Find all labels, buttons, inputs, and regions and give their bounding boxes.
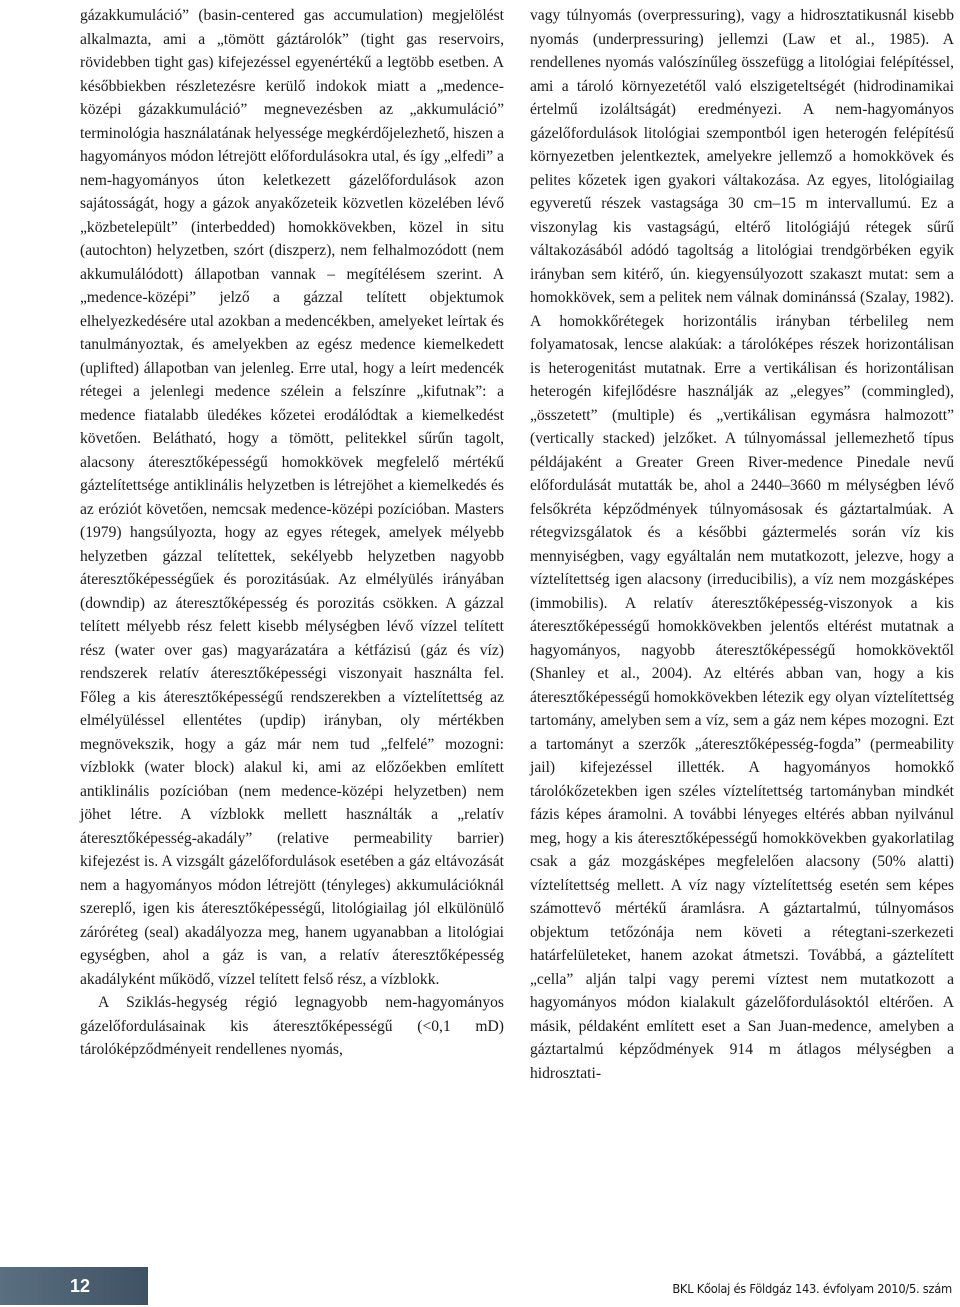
text-column-right bbox=[530, 4, 954, 1085]
page-number: 12 bbox=[0, 1267, 148, 1305]
paragraph: A Sziklás-hegység régió legnagyobb nem-hagyományos gázelőfordulásainak kis áteresztőképességű (<0,1 mD) tárolóképződményeit rendellenes nyomás, bbox=[80, 994, 504, 1058]
journal-footer: BKL Kőolaj és Földgáz 143. évfolyam 2010/5. szám bbox=[672, 1281, 952, 1296]
paragraph: gázakkumuláció” (basin-centered gas accumulation) megjelölést alkalmazta, ami a „tömött gáztárolók” (tight gas reservoirs, rövidebben tight gas) kifejezéssel egyenértékű a legtöbb esetben. A későbbiekben részletezésre kerülő indokok miatt a „medence-középi gázakkumuláció” megnevezésben az „akkumuláció” terminológia használatának helyessége megkérdőjelezhető, hiszen a hagyományos módon létrejött előfordulásokra utal, és így „elfedi” a nem-hagyományos úton keletkezett gázelőfordulások azon sajátosságát, hogy a gázok anyakőzeteik közvetlen közelében lévő „közbetelepült” (interbedded) homokkövekben, közel in situ (autochton) helyzetben, szórt (diszperz), nem felhalmozódott (nem akkumulálódott) állapotban vannak – megítélésem szerint. A „medence-középi” jelző a gázzal telített objektumok elhelyezkedésére utal azokban a medencékben, amelyeket leírtak és tanulmányoztak, és amelyekben az egész medence kiemelkedett (uplifted) állapotban van jelenleg. Erre utal, hogy a leírt medencék rétegei a jelenlegi medence szélein a felszínre „kifutnak”: a medence fiatalabb üledékes kőzetei erodálódtak a kiemelkedést követően. Belátható, hogy a tömött, pelitekkel sűrűn tagolt, alacsony áteresztőképességű homokkövek megfelelő mértékű gáztelítettsége antiklinális helyzetben is létrejöhet a kiemelkedés és az eróziót követően, nemcsak medence-középi pozícióban. Masters (1979) hangsúlyozta, hogy az egyes rétegek, amelyek mélyebb helyzetben gázzal telítettek, sekélyebb helyzetben nagyobb áteresztőképességűek és porozitásúak. Az elmélyülés irányában (downdip) az áteresztőképesség és porozitás csökken. A gázzal telített mélyebb rész felett kisebb mélységben lévő vízzel telített rész (water over gas) magyarázatára a kétfázisú (gáz és víz) rendszerek relatív áteresztőképességi viszonyait használta fel. Főleg a kis áteresztőképességű rendszerekben a víztelítettség az elmélyüléssel ellentétes (updip) irányban, oly mértékben megnövekszik, hogy a gáz már nem tud „felfelé” mozogni: vízblokk (water block) alakul ki, ami az előzőekben említett antiklinális pozícióban (nem medence-középi helyzetben) nem jöhet létre. A vízblokk mellett használták a „relatív áteresztőképesség-akadály” (relative permeability barrier) kifejezést is. A vizsgált gázelőfordulások esetében a gáz eltávozását nem a hagyományos módon létrejött (tényleges) akkumulációknál szereplő, igen kis áteresztőképességű, litológiailag jól elkülönülő záróréteg (seal) akadályozza meg, hanem ugyanabban a litológiai egységben, ahol a gáz is van, a relatív áteresztőképesség akadályként működő, vízzel telített felső rész, a vízblokk. bbox=[80, 7, 504, 988]
text-column-left bbox=[80, 4, 504, 1062]
paragraph: vagy túlnyomás (overpressuring), vagy a hidrosztatikusnál kisebb nyomás (underpressuring) jellemzi (Law et al., 1985). A rendellenes nyomás valószínűleg összefügg a litológiai felépítéssel, ami a tároló környezetétől való elszigeteltségét (hidrodinamikai értelmű izoláltságát) eredményezi. A nem-hagyományos gázelőfordulások litológiai szempontból igen heterogén felépítésű környezetben jelentkeztek, amelyekre jellemző a homokkövek és pelites kőzetek igen gyakori váltakozása. Az egyes, litológiailag egyveretű részek vastagsága 30 cm–15 m intervallumú. Ez a viszonylag kis vastagságú, eltérő litológiájú rétegek sűrű váltakozásából adódó tagoltság a litológiai trendgörbéken egyik irányban sem kitérő, ún. kiegyensúlyozott szakaszt mutat: sem a homokkövek, sem a pelitek nem válnak dominánssá (Szalay, 1982). A homokkőrétegek horizontális irányban térbelileg nem folyamatosak, lencse alakúak: a tárolóképes részek horizontálisan is heterogenitást mutatnak. Erre a vertikálisan és horizontálisan heterogén kifejlődésre használják az „elegyes” (commingled), „összetett” (multiple) és „vertikálisan egymásra halmozott” (vertically stacked) jelzőket. A túlnyomással jellemezhető típus példájaként a Greater Green River-medence Pinedale nevű előfordulását mutatták be, ahol a 2440–3660 m mélységben lévő felsőkréta képződmények túlnyomásosak és gáztartalmúak. A rétegvizsgálatok és a későbbi gáztermelés során víz kis mennyiségben, vagy egyáltalán nem mutatkozott, jelezve, hogy a víztelítettség igen alacsony (irreducibilis), a víz nem mozgásképes (immobilis). A relatív áteresztőképesség-viszonyok a kis áteresztőképességű homokkövekben jelentős eltérést mutatnak a hagyományos, nagyobb áteresztőképességű homokkövektől (Shanley et al., 2004). Az eltérés abban van, hogy a kis áteresztőképességű homokkövekben létezik egy olyan víztelítettség tartomány, amelyben sem a víz, sem a gáz nem képes mozogni. Ezt a tartományt a szerzők „áteresztőképesség-fogda” (permeability jail) kifejezéssel illették. A hagyományos homokkő tárolókőzetekben igen széles víztelítettség tartományban mindkét fázis képes áramolni. A további lényeges eltérés abban nyilvánul meg, hogy a kis áteresztőképességű homokkövekben gyakorlatilag csak a gáz mozgásképes megfelelően alacsony (50% alatti) víztelítettség mellett. A víz nagy víztelítettség esetén sem képes számottevő mértékű áramlásra. A gáztartalmú, túlnyomásos objektum tetőzónája nem követi a rétegtani-szerkezeti határfelületeket, hanem azokat átmetszi. Továbbá, a gáztelített „cella” alján talpi vagy peremi víztest nem mutatkozott a hagyományos módon kialakult gázelőfordulásoktól eltérően. A másik, példaként említett eset a San Juan-medence, amelyben a gáztartalmú képződmények 914 m átlagos mélységben a hidrosztati- bbox=[530, 7, 954, 1082]
